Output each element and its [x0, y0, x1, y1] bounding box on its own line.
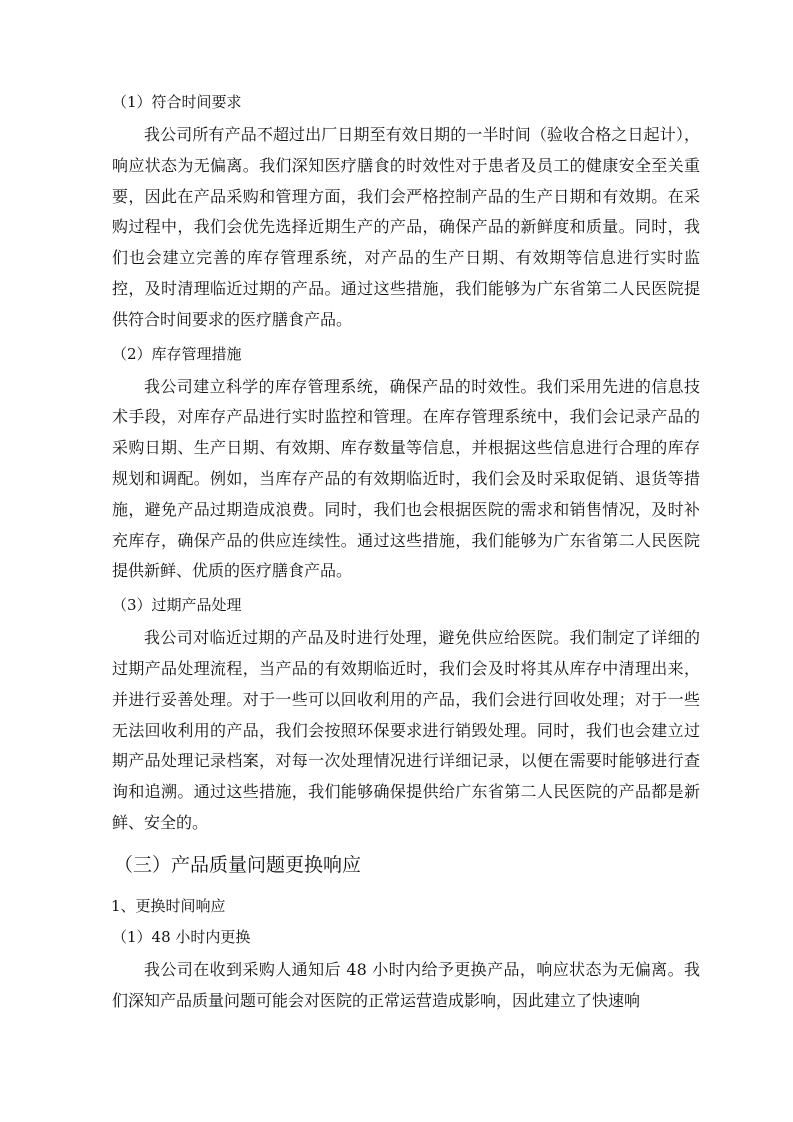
paragraph-time-requirement: 我公司所有产品不超过出厂日期至有效日期的一半时间（验收合格之日起计），响应状态为无偏离。我们深知医疗膳食的时效性对于患者及员工的健康安全至关重要，因此在产品采购和管理方面，我们会严格控制产品的生产日期和有效期。在采购过程中，我们会优先选择近期生产的产品，确保产品的新鲜度和质量。同时，我们也会建立完善的库存管理系统，对产品的生产日期、有效期等信息进行实时监控，及时清理临近过期的产品。通过这些措施，我们能够为广东省第二人民医院提供符合时间要求的医疗膳食产品。: [112, 125, 700, 329]
paragraph-expired-products: 我公司对临近过期的产品及时进行处理，避免供应给医院。我们制定了详细的过期产品处理流程，当产品的有效期临近时，我们会及时将其从库存中清理出来，并进行妥善处理。对于一些可以回收利用的产品，我们会进行回收处理；对于一些无法回收利用的产品，我们会按照环保要求进行销毁处理。同时，我们也会建立过期产品处理记录档案，对每一次处理情况进行详细记录，以便在需要时能够进行查询和追溯。通过这些措施，我们能够确保提供给广东省第二人民医院的产品都是新鲜、安全的。: [112, 628, 700, 832]
section-heading-inventory-management: （2）库存管理措施: [112, 344, 242, 363]
numbered-heading-replacement-time: 1、更换时间响应: [111, 896, 226, 915]
paragraph-inventory-management: 我公司建立科学的库存管理系统，确保产品的时效性。我们采用先进的信息技术手段，对库存产品进行实时监控和管理。在库存管理系统中，我们会记录产品的采购日期、生产日期、有效期、库存数量等信息，并根据这些信息进行合理的库存规划和调配。例如，当库存产品的有效期临近时，我们会及时采取促销、退货等措施，避免产品过期造成浪费。同时，我们也会根据医院的需求和销售情况，及时补充库存，确保产品的供应连续性。通过这些措施，我们能够为广东省第二人民医院提供新鲜、优质的医疗膳食产品。: [112, 376, 700, 581]
section-heading-48-hour-replacement: （1）48 小时内更换: [112, 927, 251, 946]
paragraph-48-hour-replacement: 我公司在收到采购人通知后 48 小时内给予更换产品，响应状态为无偏离。我们深知产品质量问题可能会对医院的正常运营造成影响，因此建立了快速响: [112, 959, 700, 1010]
section-heading-expired-products: （3）过期产品处理: [112, 596, 242, 615]
section-heading-time-requirement: （1）符合时间要求: [112, 93, 242, 111]
chapter-heading-quality-replacement: （三）产品质量问题更换响应: [114, 853, 362, 876]
